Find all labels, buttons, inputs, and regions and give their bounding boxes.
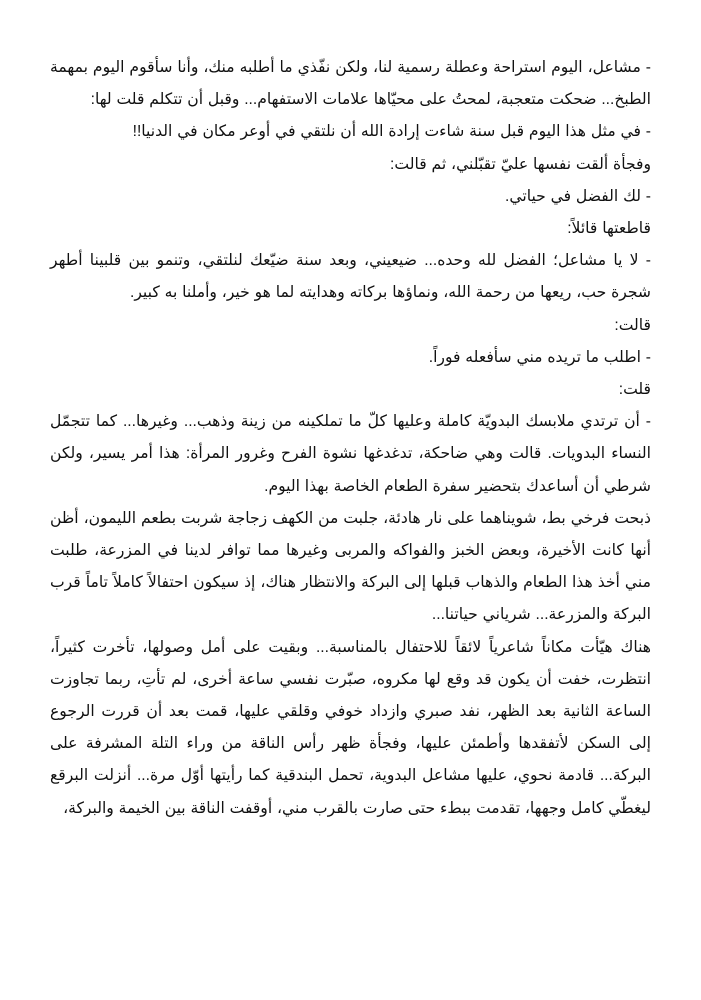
paragraph-10: - أن ترتدي ملابسك البدويّة كاملة وعليها كلّ ما تملكينه من زينة وذهب... وغيرها... كما تتجمّل النساء البدويات. قالت وهي ضاحكة، تدغدغها نشوة الفرح وغرور المرأة: هذا أمر يسير، ولكن شرطي أن أساعدك بتحضير سفرة الطعام الخاصة بهذا اليوم. [50, 413, 651, 495]
paragraph-3: وفجأة ألقت نفسها عليّ تقبّلني، ثم قالت: [390, 155, 651, 173]
paragraph-4: - لك الفضل في حياتي. [505, 187, 651, 205]
paragraph-12: هناك هيّأت مكاناً شاعرياً لائقاً للاحتفال بالمناسبة... وبقيت على أمل وصولها، تأخرت كثيراً، انتظرت، خفت أن يكون قد وقع لها مكروه، صبّرت نفسي ساعة أخرى، لم تأتِ، ربما تجاوزت الساعة الثانية بعد الظهر، نفد صبري وازداد خوفي وقلقي عليها، قمت بعد أن قررت الرجوع إلى السكن لأتفقدها وأطمئن عليها، وفجأة ظهر رأس الناقة من وراء التلة المشرفة على البركة... قادمة نحوي، عليها مشاعل البدوية، تحمل البندقية كما رأيتها أوّل مرة... أنزلت البرقع ليغطّي كامل وجهها، تقدمت ببطء حتى صارت بالقرب مني، أوقفت الناقة بين الخيمة والبركة، [50, 638, 651, 817]
paragraph-5: قاطعتها قائلاً: [567, 220, 651, 238]
paragraph-1: - مشاعل، اليوم استراحة وعطلة رسمية لنا، ولكن نفّذي ما أطلبه منك، وأنا سأقوم اليوم بمهمة الطبخ... ضحكت متعجبة، لمحتُ على محيّاها علامات الاستفهام... وقبل أن تتكلم قلت لها: [50, 59, 651, 109]
paragraph-6: - لا يا مشاعل؛ الفضل لله وحده... ضيعيني، وبعد سنة ضيّعك لنلتقي، وتنمو بين قلبينا أطهر شجرة حب، ريعها من رحمة الله، ونماؤها بركاته وهدايته لما هو خير، وأملنا به كبير. [50, 252, 651, 302]
paragraph-7: قالت: [614, 316, 651, 334]
paragraph-11: ذبحت فرخي بط، شويناهما على نار هادئة، جلبت من الكهف زجاجة شربت بطعم الليمون، أظن أنها كانت الأخيرة، وبعض الخبز والفواكه والمربى وغيرها مما توافر لدينا في المزرعة، طلبت مني أخذ هذا الطعام والذهاب قبلها إلى البركة والانتظار هناك، إذ سيكون احتفالاً كاملاً تاماً قرب البركة والمزرعة... شرياني حياتنا... [50, 509, 651, 624]
paragraph-2: - في مثل هذا اليوم قبل سنة شاءت إرادة الله أن نلتقي في أوعر مكان في الدنيا!! [132, 123, 651, 141]
paragraph-8: - اطلب ما تريده مني سأفعله فوراً. [428, 348, 651, 366]
paragraph-9: قلت: [618, 381, 651, 399]
